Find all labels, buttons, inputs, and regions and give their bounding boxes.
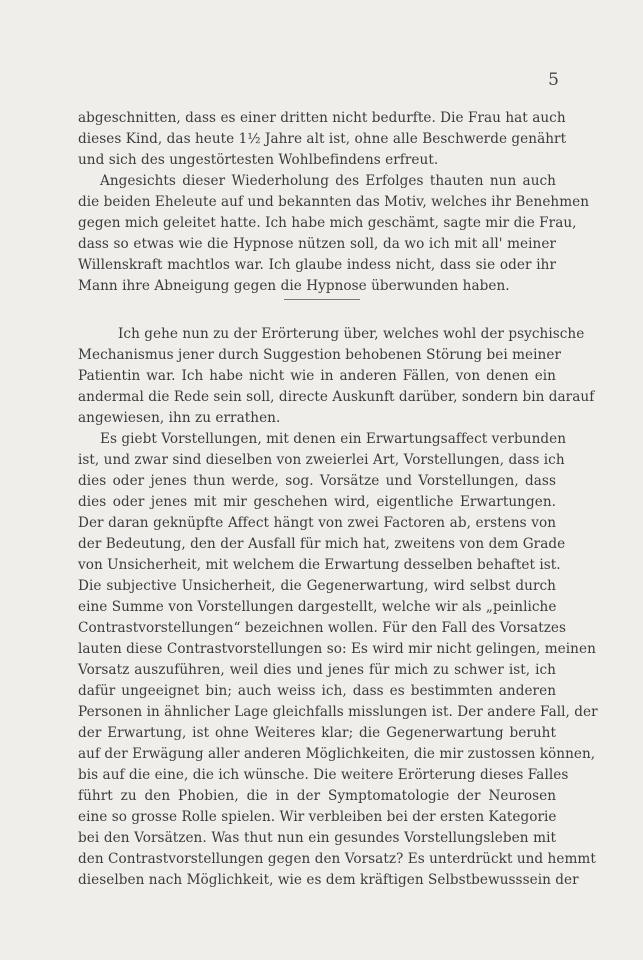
text-line: dieses Kind, das heute 1½ Jahre alt ist, ohne alle Beschwerde genährt <box>78 131 567 147</box>
paragraph <box>78 171 590 297</box>
text-line: Ich gehe nun zu der Erörterung über, welches wohl der psychische <box>118 326 585 342</box>
text-line: auf der Erwägung aller anderen Möglichkeiten, die mir zustossen können, <box>78 746 596 762</box>
text-line: Der daran geknüpfte Affect hängt von zwei Factoren ab, erstens von <box>78 515 556 531</box>
text-line: angewiesen, ihn zu errathen. <box>78 410 281 426</box>
text-line: den Contrastvorstellungen gegen den Vorsatz? Es unterdrückt und hemmt <box>78 851 596 867</box>
text-line: dies oder jenes thun werde, sog. Vorsätze und Vorstellungen, dass <box>78 473 556 489</box>
text-line: gegen mich geleitet hatte. Ich habe mich geschämt, sagte mir die Frau, <box>78 215 577 231</box>
text-line: und sich des ungestörtesten Wohlbefindens erfreut. <box>78 152 439 168</box>
text-block-bottom <box>78 324 598 891</box>
paragraph <box>78 324 595 429</box>
text-line: abgeschnitten, dass es einer dritten nicht bedurfte. Die Frau hat auch <box>78 110 566 126</box>
text-line: Personen in ähnlicher Lage gleichfalls misslungen ist. Der andere Fall, der <box>78 704 598 720</box>
text-line: eine Summe von Vorstellungen dargestellt, welche wir als „peinliche <box>78 599 557 615</box>
text-line: ist, und zwar sind dieselben von zweierlei Art, Vorstellungen, dass ich <box>78 452 565 468</box>
text-line: von Unsicherheit, mit welchem die Erwartung desselben behaftet ist. <box>78 557 561 573</box>
text-line: Angesichts dieser Wiederholung des Erfolges thauten nun auch <box>100 173 556 189</box>
text-line: dass so etwas wie die Hypnose nützen soll, da wo ich mit all' meiner <box>78 236 556 252</box>
text-line: Mann ihre Abneigung gegen die Hypnose überwunden haben. <box>78 278 510 294</box>
text-line: dies oder jenes mit mir geschehen wird, eigentliche Erwartungen. <box>78 494 556 510</box>
text-line: Es giebt Vorstellungen, mit denen ein Erwartungsaffect verbunden <box>100 431 567 447</box>
text-line: eine so grosse Rolle spielen. Wir verbleiben bei der ersten Kategorie <box>78 809 557 825</box>
text-line: der Bedeutung, den der Ausfall für mich hat, zweitens von dem Grade <box>78 536 566 552</box>
text-line: Die subjective Unsicherheit, die Gegenerwartung, wird selbst durch <box>78 578 556 594</box>
text-line: der Erwartung, ist ohne Weiteres klar; die Gegenerwartung beruht <box>78 725 556 741</box>
text-line: Mechanismus jener durch Suggestion behobenen Störung bei meiner <box>78 347 561 363</box>
text-line: Patientin war. Ich habe nicht wie in anderen Fällen, von denen ein <box>78 368 556 384</box>
text-line: Willenskraft machtlos war. Ich glaube indess nicht, dass sie oder ihr <box>78 257 556 273</box>
text-line: andermal die Rede sein soll, directe Auskunft darüber, sondern bin darauf <box>78 389 595 405</box>
text-block-top <box>78 108 590 297</box>
text-line: dieselben nach Möglichkeit, wie es dem kräftigen Selbstbewusssein der <box>78 872 579 888</box>
section-divider <box>284 299 360 300</box>
text-line: Vorsatz auszuführen, weil dies und jenes für mich zu schwer ist, ich <box>78 662 556 678</box>
text-line: dafür ungeeignet bin; auch weiss ich, dass es bestimmten anderen <box>78 683 556 699</box>
text-line: bis auf die eine, die ich wünsche. Die weitere Erörterung dieses Falles <box>78 767 569 783</box>
paragraph <box>78 429 598 891</box>
text-line: bei den Vorsätzen. Was thut nun ein gesundes Vorstellungsleben mit <box>78 830 556 846</box>
text-line: Contrastvorstellungen“ bezeichnen wollen. Für den Fall des Vorsatzes <box>78 620 567 636</box>
text-line: führt zu den Phobien, die in der Symptomatologie der Neurosen <box>78 788 556 804</box>
text-line: lauten diese Contrastvorstellungen so: Es wird mir nicht gelingen, meinen <box>78 641 596 657</box>
paragraph <box>78 108 567 171</box>
page-number: 5 <box>548 70 559 90</box>
text-line: die beiden Eheleute auf und bekannten das Motiv, welches ihr Benehmen <box>78 194 590 210</box>
